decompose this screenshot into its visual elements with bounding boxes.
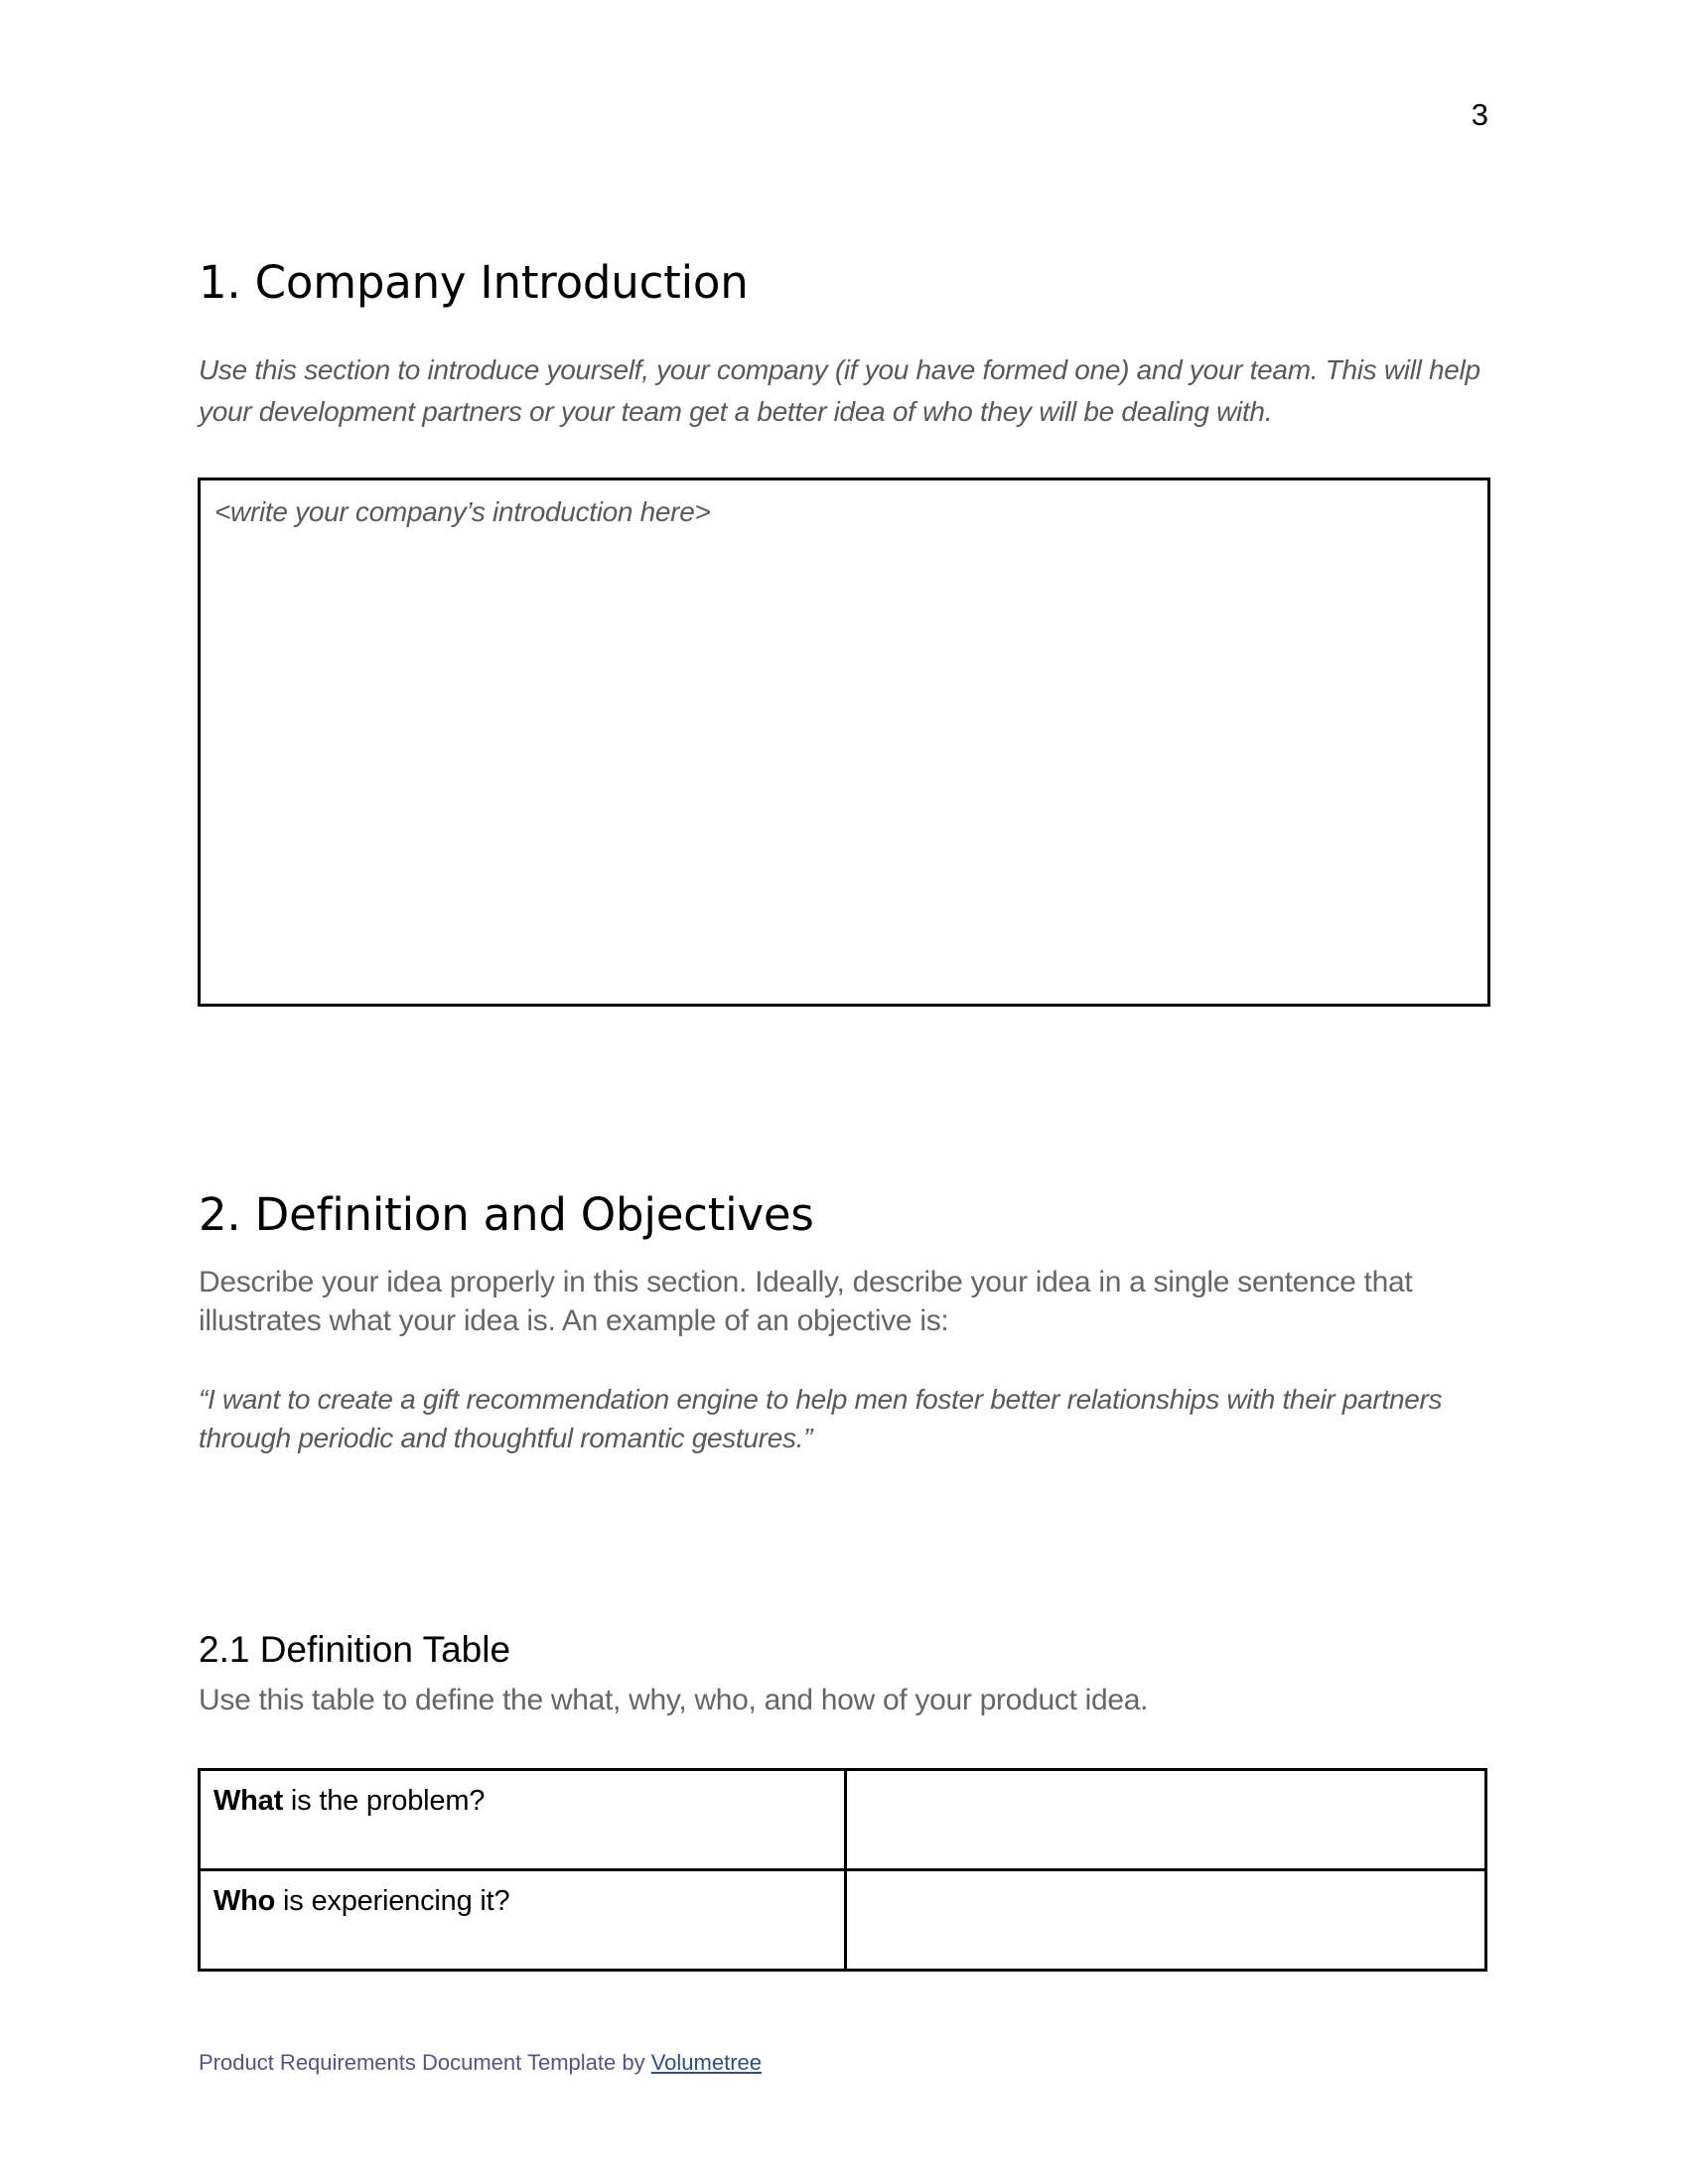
question-text: is experiencing it?: [275, 1885, 510, 1917]
question-keyword: What: [213, 1785, 284, 1817]
table-row: [200, 1770, 1486, 1870]
definition-table: [198, 1768, 1487, 1972]
page-number: 3: [1471, 97, 1488, 132]
page-footer: [199, 2049, 762, 2077]
question-text: is the problem?: [283, 1785, 486, 1817]
question-keyword: Who: [213, 1885, 276, 1917]
definition-table-instructions: Use this table to define the what, why, who, and how of your product idea.: [199, 1684, 1149, 1716]
company-introduction-instructions: Use this section to introduce yourself, your company (if you have formed one) and your team. This will help your development partners or your team get a better idea of who they will be dealing with.: [199, 354, 1480, 427]
table-question-cell: [200, 1870, 846, 1971]
definition-instructions: Describe your idea properly in this section. Ideally, describe your idea in a single sentence that illustrates what your idea is. An example of an objective is:: [199, 1266, 1413, 1337]
footer-text: Product Requirements Document Template by: [199, 2050, 651, 2075]
section-heading-definition-table: 2.1 Definition Table: [199, 1629, 511, 1670]
section-heading-definition-objectives: 2. Definition and Objectives: [199, 1188, 814, 1241]
table-row: [200, 1870, 1486, 1971]
table-answer-cell[interactable]: [846, 1770, 1486, 1870]
section-heading-company-introduction: 1. Company Introduction: [199, 256, 749, 309]
volumetree-link[interactable]: Volumetree: [650, 2050, 763, 2075]
table-question-cell: [200, 1770, 846, 1870]
company-introduction-placeholder[interactable]: <write your company’s introduction here>: [214, 496, 711, 527]
table-answer-cell[interactable]: [846, 1870, 1486, 1971]
company-introduction-input-box[interactable]: [198, 478, 1490, 1007]
example-objective-quote: “I want to create a gift recommendation engine to help men foster better relationships with their partners through periodic and thoughtful romantic gestures.”: [199, 1384, 1443, 1453]
